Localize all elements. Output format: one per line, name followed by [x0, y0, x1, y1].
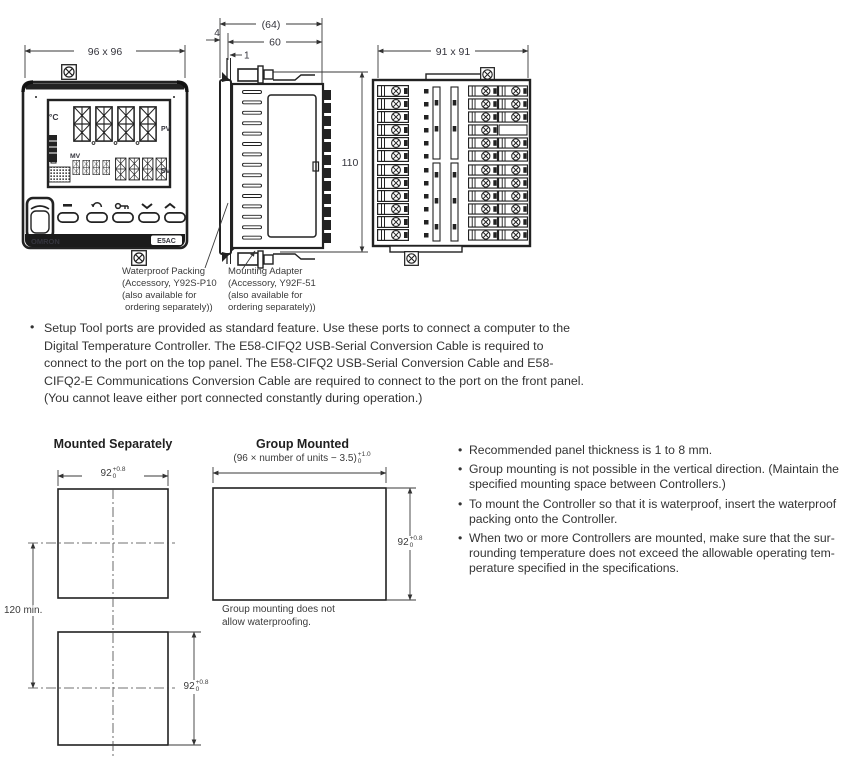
level-icon: [63, 204, 72, 207]
note-line: • Setup Tool ports are provided as standard feature. Use these ports to connect a computer to the: [44, 321, 570, 335]
list-item: • Recommended panel thickness is 1 to 8 mm.: [458, 443, 854, 458]
caption-line: Waterproof Packing: [122, 266, 206, 277]
group-note-line: Group mounting does not: [222, 604, 335, 615]
group-mounted-title: Group Mounted: [255, 437, 350, 451]
note-line: (You cannot leave either port connected constantly during operation.): [44, 391, 423, 405]
side-body: [220, 58, 331, 268]
rear-view-drawing: [368, 42, 536, 266]
screw-icon: [132, 251, 147, 266]
caption-line: ordering separately)): [125, 302, 213, 313]
caption-line: ordering separately)): [228, 302, 316, 313]
front-display: [48, 100, 171, 187]
body-depth-dim-label: 60: [269, 36, 281, 49]
cutout-height-dim-label: 92 +0.8 0: [176, 680, 216, 694]
bezel-depth-dim-label: 4: [214, 28, 220, 39]
list-item: • To mount the Controller so that it is waterproof, insert the waterproof packing onto the Controller.: [458, 497, 854, 527]
side-view-drawing: [200, 2, 372, 272]
group-note-line: allow waterproofing.: [222, 616, 311, 628]
top-mounting-clamp: [222, 66, 315, 83]
brand-logo: OMRON: [31, 237, 60, 246]
front-face-dim-label: 96 x 96: [87, 46, 123, 58]
vertical-spacing-dim-label: 120 min.: [4, 605, 43, 616]
caption-line: (also available for: [122, 290, 197, 301]
group-mount-note: [222, 604, 335, 629]
caption-line: (Accessory, Y92S-P10: [122, 278, 217, 289]
waterproof-packing-caption: [122, 266, 217, 314]
front-width-dimension: [25, 44, 185, 78]
list-item: • Group mounting is not possible in the vertical direction. (Maintain the specified mounting space between Controllers.): [458, 462, 854, 492]
rear-face-dim-label: 91 x 91: [435, 46, 471, 58]
note-line: CIFQ2-E Communications Conversion Cable are required to connect to the port on the front panel.: [44, 373, 584, 388]
mounted-separately-title: Mounted Separately: [53, 437, 173, 451]
rear-terminal-profile: [323, 90, 331, 243]
note-line: connect to the port on the top panel. The E58-CIFQ2 USB-Serial Conversion Cable and E58-: [44, 356, 554, 370]
packing-dim-label: 1: [244, 50, 250, 62]
group-width-dim-label: (96 × number of units − 3.5) +1.0 0: [213, 452, 391, 466]
height-dim-label: 110: [341, 157, 359, 169]
model-label: E5AC: [157, 238, 176, 245]
setup-tool-note: [30, 320, 854, 408]
front-view-drawing: [14, 40, 200, 270]
mounting-notes-list: [458, 443, 854, 581]
mounting-adapter-caption: [228, 266, 316, 314]
caption-line: (Accessory, Y92F-51: [228, 278, 316, 289]
caption-line: Mounting Adapter: [228, 266, 303, 277]
total-depth-dim-label: (64): [261, 19, 281, 31]
caption-line: (also available for: [228, 290, 303, 301]
setup-port-door: [268, 95, 316, 237]
cutout-width-dim-label: 92 +0.8 0: [82, 467, 144, 481]
rear-width-dimension: [378, 44, 528, 78]
sv-label: SV: [161, 168, 171, 175]
screw-icon: [62, 65, 77, 80]
temp-unit-indicator: °C: [49, 112, 59, 122]
front-logo-band: [25, 234, 185, 247]
mv-label: MV: [70, 153, 81, 160]
list-item: • When two or more Controllers are mounted, make sure that the sur- rounding temperature does not exceed the allowable operating tem- perature specified in the specifications.: [458, 531, 854, 577]
group-cutout-rect: [213, 488, 386, 600]
note-line: Digital Temperature Controller. The E58-CIFQ2 USB-Serial Conversion Cable is required to: [44, 338, 544, 353]
screw-icon: [405, 252, 419, 266]
group-height-dim-label: 92 +0.8 0: [390, 536, 430, 550]
pv-label: PV: [161, 126, 171, 133]
